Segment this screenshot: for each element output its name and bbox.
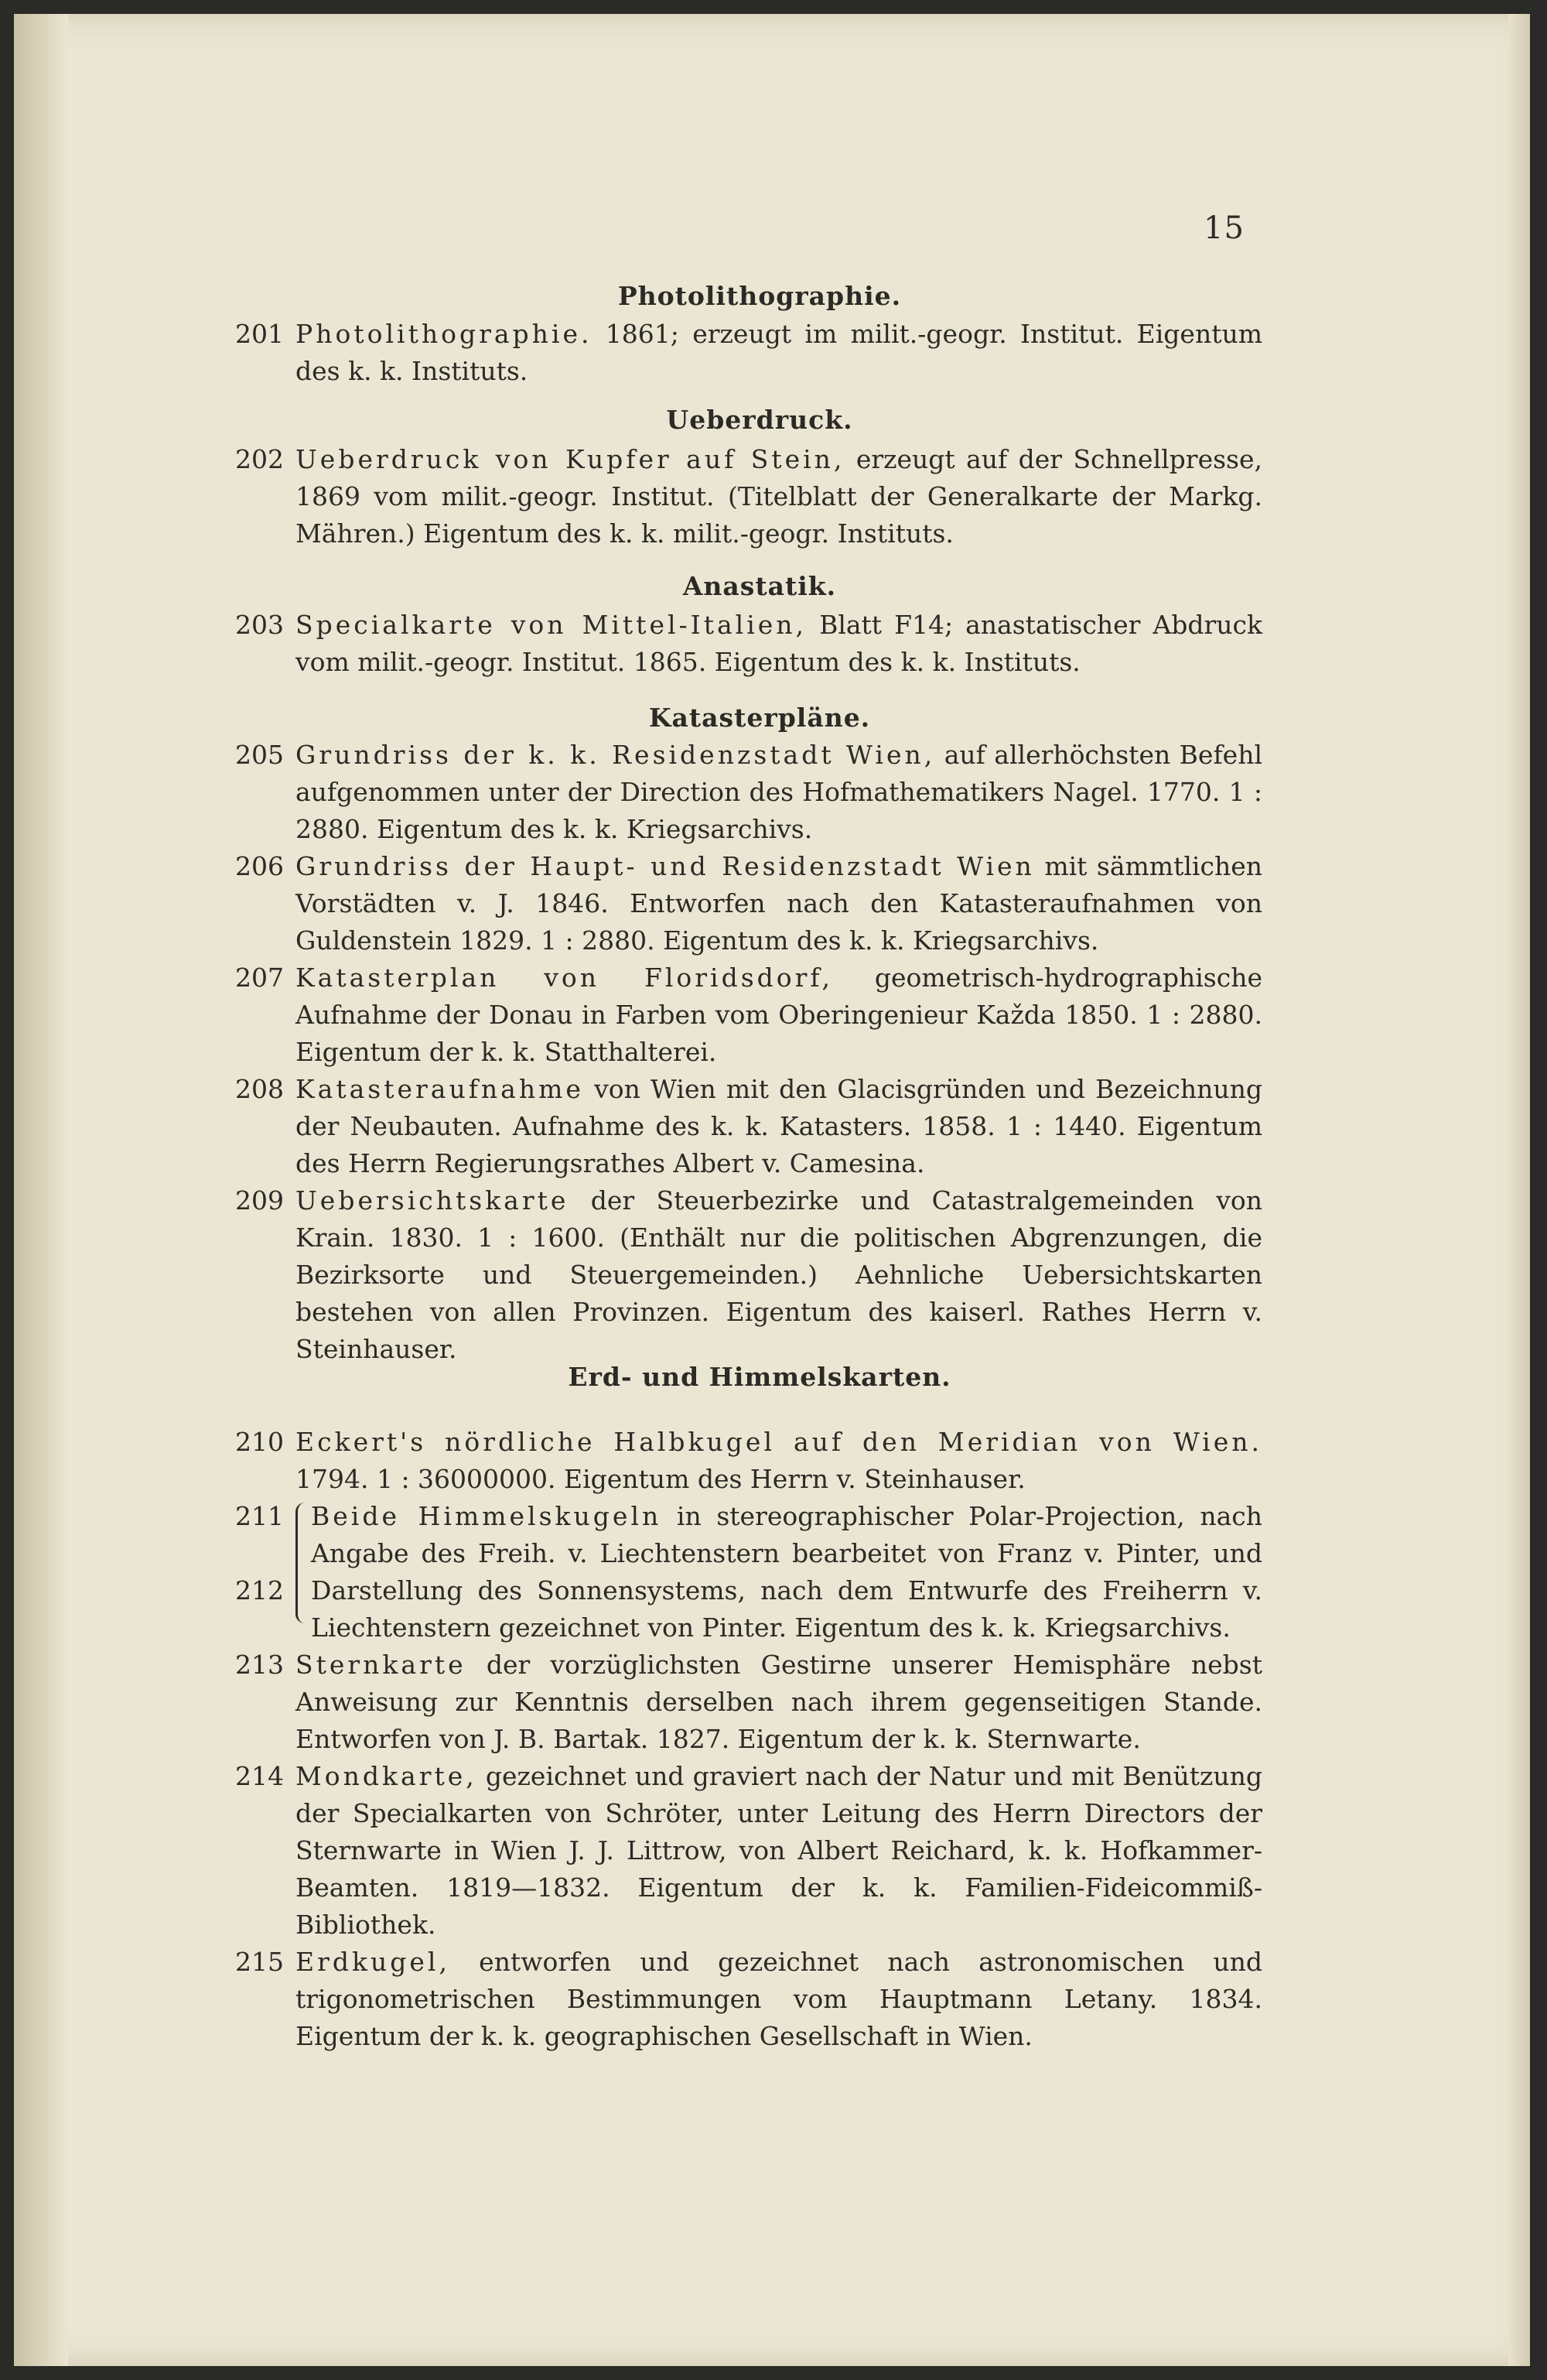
entry-number: 209 <box>235 1185 284 1216</box>
grouping-brace <box>295 1503 309 1623</box>
entry-number: 213 <box>235 1650 284 1680</box>
entry-description: in stereographischer Polar-Projection, nach Angabe des Freih. v. Liechtenstern bearbeitet von Franz v. Pinter, und Darstellung des Sonnensystems, nach dem Entwurfe des Freiherrn v. Liechtenstern gezeichnet von Pinter. Eigentum des k. k. Kriegsarchivs. <box>311 1501 1262 1643</box>
entry-text <box>295 1071 1262 1182</box>
entry-title: Grundriss der Haupt- und Residenzstadt Wien <box>295 851 1035 881</box>
entry-number: 214 <box>235 1761 284 1791</box>
entry-title: Ueberdruck von Kupfer auf Stein, <box>295 444 845 474</box>
entry-description: der Steuerbezirke und Catastralgemeinden von Krain. 1830. 1 : 1600. (Enthält nur die politischen Abgrenzungen, die Bezirksorte und Steuergemeinden.) Aehnliche Uebersichtskarten bestehen von allen Provinzen. Eigentum des kaiserl. Rathes Herrn v. Steinhauser. <box>295 1185 1262 1364</box>
entry-number: 202 <box>235 444 284 474</box>
entry-number: 207 <box>235 963 284 993</box>
entry-number: 203 <box>235 610 284 640</box>
entry-title: Uebersichtskarte <box>295 1185 569 1216</box>
entry-description: entworfen und gezeichnet nach astronomischen und trigonometrischen Bestimmungen vom Hauptmann Letany. 1834. Eigentum der k. k. geographischen Gesellschaft in Wien. <box>295 1947 1262 2051</box>
entry-title: Katasteraufnahme <box>295 1074 584 1104</box>
section-heading-ueberdruck: Ueberdruck. <box>666 405 853 435</box>
entry-title: Grundriss der k. k. Residenzstadt Wien, <box>295 740 936 770</box>
entry-number: 211 <box>235 1501 284 1531</box>
entry-description: 1861; erzeugt im milit.-geogr. Institut. Eigentum des k. k. Instituts. <box>295 319 1262 386</box>
section-heading-katasterplaene: Katasterpläne. <box>648 703 871 733</box>
entry-title: Katasterplan von Floridsdorf, <box>295 963 833 993</box>
entry-text <box>311 1498 1262 1647</box>
entry-text <box>295 848 1262 959</box>
entry-number: 215 <box>235 1947 284 1977</box>
entry-text <box>295 441 1262 552</box>
page <box>14 14 1530 2366</box>
entry-title: Beide Himmelskugeln <box>311 1501 662 1531</box>
entry-text <box>295 1424 1262 1498</box>
entry-text <box>295 607 1262 681</box>
section-heading-erd-und-himmelskarten: Erd- und Himmelskarten. <box>568 1362 951 1392</box>
entry-text <box>295 737 1262 848</box>
entry-title: Photolithographie. <box>295 319 593 349</box>
section-heading-photolithographie: Photolithographie. <box>617 281 902 311</box>
entry-text <box>295 959 1262 1071</box>
page-number: 15 <box>1204 210 1245 246</box>
section-heading-anastatik: Anastatik. <box>682 571 837 601</box>
entry-text <box>295 1182 1262 1368</box>
entry-description: Blatt F14; anastatischer Abdruck vom milit.-geogr. Institut. 1865. Eigentum des k. k. Instituts. <box>295 610 1262 677</box>
entry-title: Erdkugel, <box>295 1947 450 1977</box>
entry-text <box>295 1647 1262 1758</box>
entry-description: auf allerhöchsten Befehl aufgenommen unter der Direction des Hofmathematikers Nagel. 1770. 1 : 2880. Eigentum des k. k. Kriegsarchivs. <box>295 740 1263 844</box>
entry-text <box>295 1944 1262 2055</box>
entry-number: 201 <box>235 319 284 349</box>
entry-description: geometrisch-hydrographische Aufnahme der Donau in Farben vom Oberingenieur Každa 1850. 1 : 2880. Eigentum der k. k. Statthalterei. <box>295 963 1262 1067</box>
entry-description: 1794. 1 : 36000000. Eigentum des Herrn v. Steinhauser. <box>295 1464 1026 1494</box>
entry-number: 210 <box>235 1427 284 1457</box>
entry-description: der vorzüglichsten Gestirne unserer Hemisphäre nebst Anweisung zur Kenntnis derselben nach ihrem gegenseitigen Stande. Entworfen von J. B. Bartak. 1827. Eigentum der k. k. Sternwarte. <box>295 1650 1262 1754</box>
entry-title: Mondkarte, <box>295 1761 477 1791</box>
entry-description: erzeugt auf der Schnellpresse, 1869 vom milit.-geogr. Institut. (Titelblatt der Generalkarte der Markg. Mähren.) Eigentum des k. k. milit.-geogr. Instituts. <box>295 444 1262 549</box>
catalog-content <box>14 14 1530 2366</box>
entry-text <box>295 316 1262 390</box>
entry-number: 208 <box>235 1074 284 1104</box>
entry-description: gezeichnet und graviert nach der Natur und mit Benützung der Specialkarten von Schröter, unter Leitung des Herrn Directors der Sternwarte in Wien J. J. Littrow, von Albert Reichard, k. k. Hofkammer-Beamten. 1819—1832. Eigentum der k. k. Familien-Fideicommiß-Bibliothek. <box>295 1761 1262 1940</box>
entry-number-secondary: 212 <box>235 1575 284 1605</box>
entry-number: 206 <box>235 851 284 881</box>
entry-number: 205 <box>235 740 284 770</box>
entry-title: Specialkarte von Mittel-Italien, <box>295 610 808 640</box>
entry-description: mit sämmtlichen Vorstädten v. J. 1846. Entworfen nach den Katasteraufnahmen von Guldenstein 1829. 1 : 2880. Eigentum des k. k. Kriegsarchivs. <box>295 851 1262 956</box>
entry-title: Eckert's nördliche Halbkugel auf den Meridian von Wien. <box>295 1427 1262 1457</box>
entry-title: Sternkarte <box>295 1650 466 1680</box>
entry-text <box>295 1758 1262 1944</box>
entry-description: von Wien mit den Glacisgründen und Bezeichnung der Neubauten. Aufnahme des k. k. Katasters. 1858. 1 : 1440. Eigentum des Herrn Regierungsrathes Albert v. Camesina. <box>295 1074 1262 1178</box>
